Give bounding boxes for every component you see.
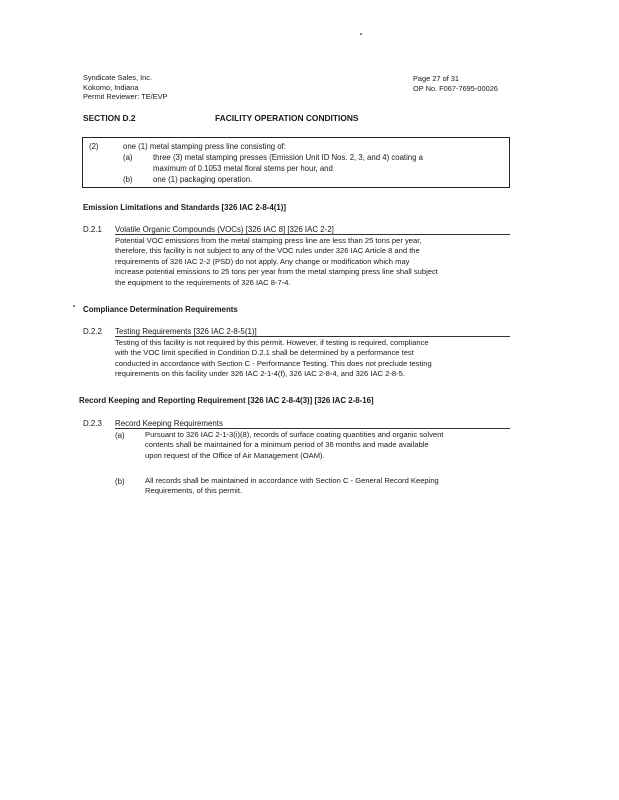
condition-rule-d23 [115,428,510,429]
facility-description-box [82,137,510,188]
condition-number-d23: D.2.3 [83,419,102,428]
op-number: OP No. F067-7695-00026 [413,83,498,93]
company-name: Syndicate Sales, Inc. [83,73,153,82]
item-a-label: (a) [123,153,133,162]
condition-number-d21: D.2.1 [83,225,102,234]
text-line: conducted in accordance with Section C - Performance Testing. This does not preclude testing [115,358,432,368]
item-b-label: (b) [123,175,133,184]
section-title: FACILITY OPERATION CONDITIONS [215,113,359,123]
item-text: one (1) metal stamping press line consisting of: [123,142,286,151]
record-item-a-label: (a) [115,431,125,440]
record-item-a-text [145,430,443,461]
text-line: requirements of 326 IAC 2-2 (PSD) do not apply. Any change or modification which may [115,256,410,266]
company-location: Kokomo, Indiana [83,82,139,92]
text-line: Pursuant to 326 IAC 2-1-3(i)(8), records of surface coating quantities and organic solvent [145,430,444,439]
text-line: Testing of this facility is not required by this permit. However, if testing is required, compliance [115,338,429,347]
item-b-text: one (1) packaging operation. [153,175,253,184]
record-item-b-text [145,476,439,497]
text-line: requirements on this facility under 326 IAC 2-1-4(f), 326 IAC 2-8-4, and 326 IAC 2-8-5. [115,369,405,379]
text-line: therefore, this facility is not subject to any of the VOC rules under 326 IAC Article 8 and the [115,246,420,256]
permit-reviewer: Permit Reviewer: TE/EVP [83,92,168,101]
condition-text-d22 [115,338,432,380]
section-label: SECTION D.2 [83,113,136,123]
text-line: increase potential emissions to 25 tons per year from the metal stamping press line shall subject [115,267,438,277]
text-line: All records shall be maintained in accordance with Section C - General Record Keeping [145,476,439,485]
text-line: with the VOC limit specified in Condition D.2.1 shall be determined by a performance test [115,348,414,358]
text-line: upon request of the Office of Air Management (OAM). [145,450,325,460]
item-a-line2: maximum of 0.1053 metal floral stems per hour, and [153,164,333,173]
record-keeping-heading: Record Keeping and Reporting Requirement [326 IAC 2-8-4(3)] [326 IAC 2-8-16] [79,396,374,405]
emission-heading: Emission Limitations and Standards [326 IAC 2-8-4(1)] [83,203,287,212]
condition-title-d21: Volatile Organic Compounds (VOCs) [326 IAC 8] [326 IAC 2-2] [115,225,334,234]
text-line: contents shall be maintained for a minimum period of 36 months and made available [145,440,429,450]
condition-title-d22: Testing Requirements [326 IAC 2-8-5(1)] [115,327,257,336]
condition-text-d21 [115,236,438,288]
condition-rule-d21 [115,234,510,235]
scan-speck [360,33,362,35]
text-line: the equipment to the requirements of 326 IAC 8-7-4. [115,277,291,287]
condition-number-d22: D.2.2 [83,327,102,336]
header-right [413,74,498,93]
condition-rule-d22 [115,336,510,337]
scan-speck [73,305,75,307]
record-item-b-label: (b) [115,477,125,486]
item-number: (2) [89,142,99,151]
condition-title-d23: Record Keeping Requirements [115,419,223,428]
item-a-line1: three (3) metal stamping presses (Emission Unit ID Nos. 2, 3, and 4) coating a [153,153,423,162]
header-left [83,73,167,102]
text-line: Requirements, of this permit. [145,486,243,496]
text-line: Potential VOC emissions from the metal stamping press line are less than 25 tons per year, [115,236,422,245]
page-number: Page 27 of 31 [413,74,460,83]
compliance-heading: Compliance Determination Requirements [83,305,238,314]
